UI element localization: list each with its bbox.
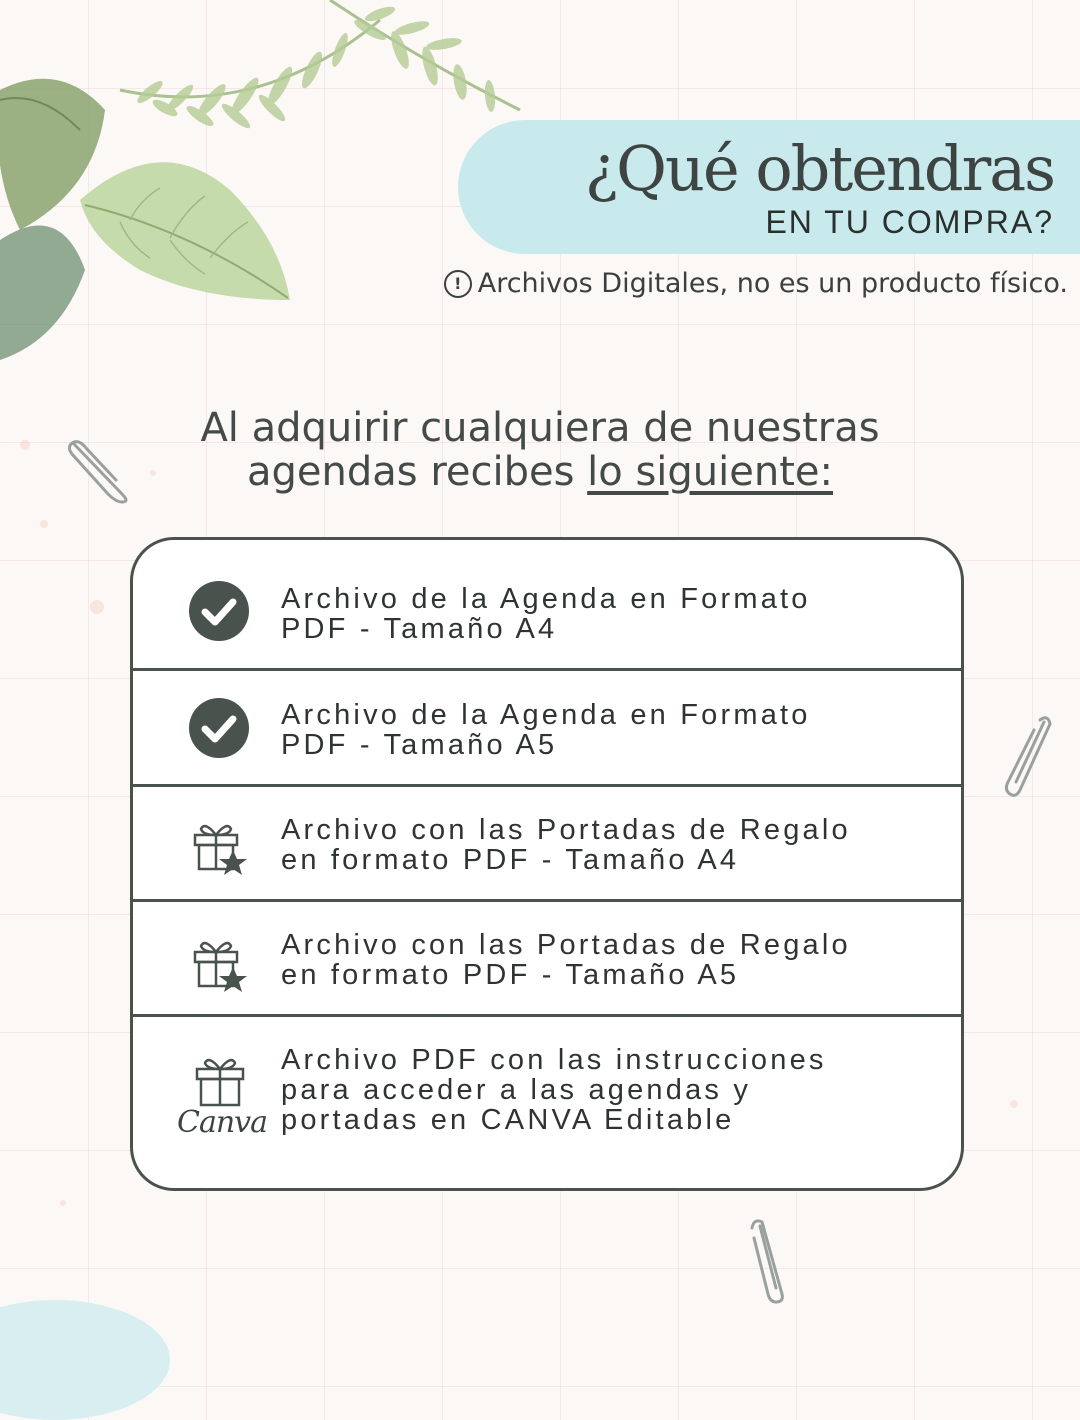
item-text: Archivo de la Agenda en Formato PDF - Tamaño A4 xyxy=(281,583,811,645)
paint-speckle xyxy=(1010,1100,1018,1108)
canva-logo: Canva xyxy=(177,1105,267,1140)
check-circle-icon xyxy=(188,580,250,642)
list-item xyxy=(133,671,961,787)
page-subtitle: EN TU COMPRA? xyxy=(765,204,1054,240)
intro-line-2-plain: agendas recibes xyxy=(247,449,588,495)
item-text: Archivo de la Agenda en Formato PDF - Tamaño A5 xyxy=(281,699,811,761)
list-item xyxy=(133,1017,961,1191)
paperclip-icon xyxy=(740,1216,796,1306)
list-item xyxy=(133,902,961,1017)
gift-canva-icon xyxy=(193,1053,247,1109)
paint-speckle xyxy=(60,1200,66,1206)
paint-speckle xyxy=(90,600,104,614)
digital-notice xyxy=(444,268,1068,299)
item-text: Archivo con las Portadas de Regalo en formato PDF - Tamaño A5 xyxy=(281,929,851,991)
info-icon: ! xyxy=(444,270,472,298)
list-item xyxy=(133,787,961,902)
items-card xyxy=(130,537,964,1191)
decorative-blob xyxy=(0,1300,170,1420)
intro-line-2 xyxy=(0,450,1080,494)
gift-star-icon xyxy=(191,817,251,877)
item-text: Archivo PDF con las instrucciones para acceder a las agendas y portadas en CANVA Editable xyxy=(281,1044,827,1136)
intro-line-1: Al adquirir cualquiera de nuestras xyxy=(200,405,880,451)
paint-speckle xyxy=(40,520,48,528)
intro-line-2-underlined: lo siguiente: xyxy=(587,449,833,495)
list-item xyxy=(133,540,961,671)
check-circle-icon xyxy=(188,697,250,759)
gift-star-icon xyxy=(191,934,251,994)
paperclip-icon xyxy=(1000,710,1060,800)
item-text: Archivo con las Portadas de Regalo en formato PDF - Tamaño A4 xyxy=(281,814,851,876)
notice-text: Archivos Digitales, no es un producto físico. xyxy=(477,268,1068,299)
paperclip-icon xyxy=(60,430,140,510)
page-title: ¿Qué obtendras xyxy=(584,132,1054,205)
intro-text xyxy=(0,406,1080,494)
